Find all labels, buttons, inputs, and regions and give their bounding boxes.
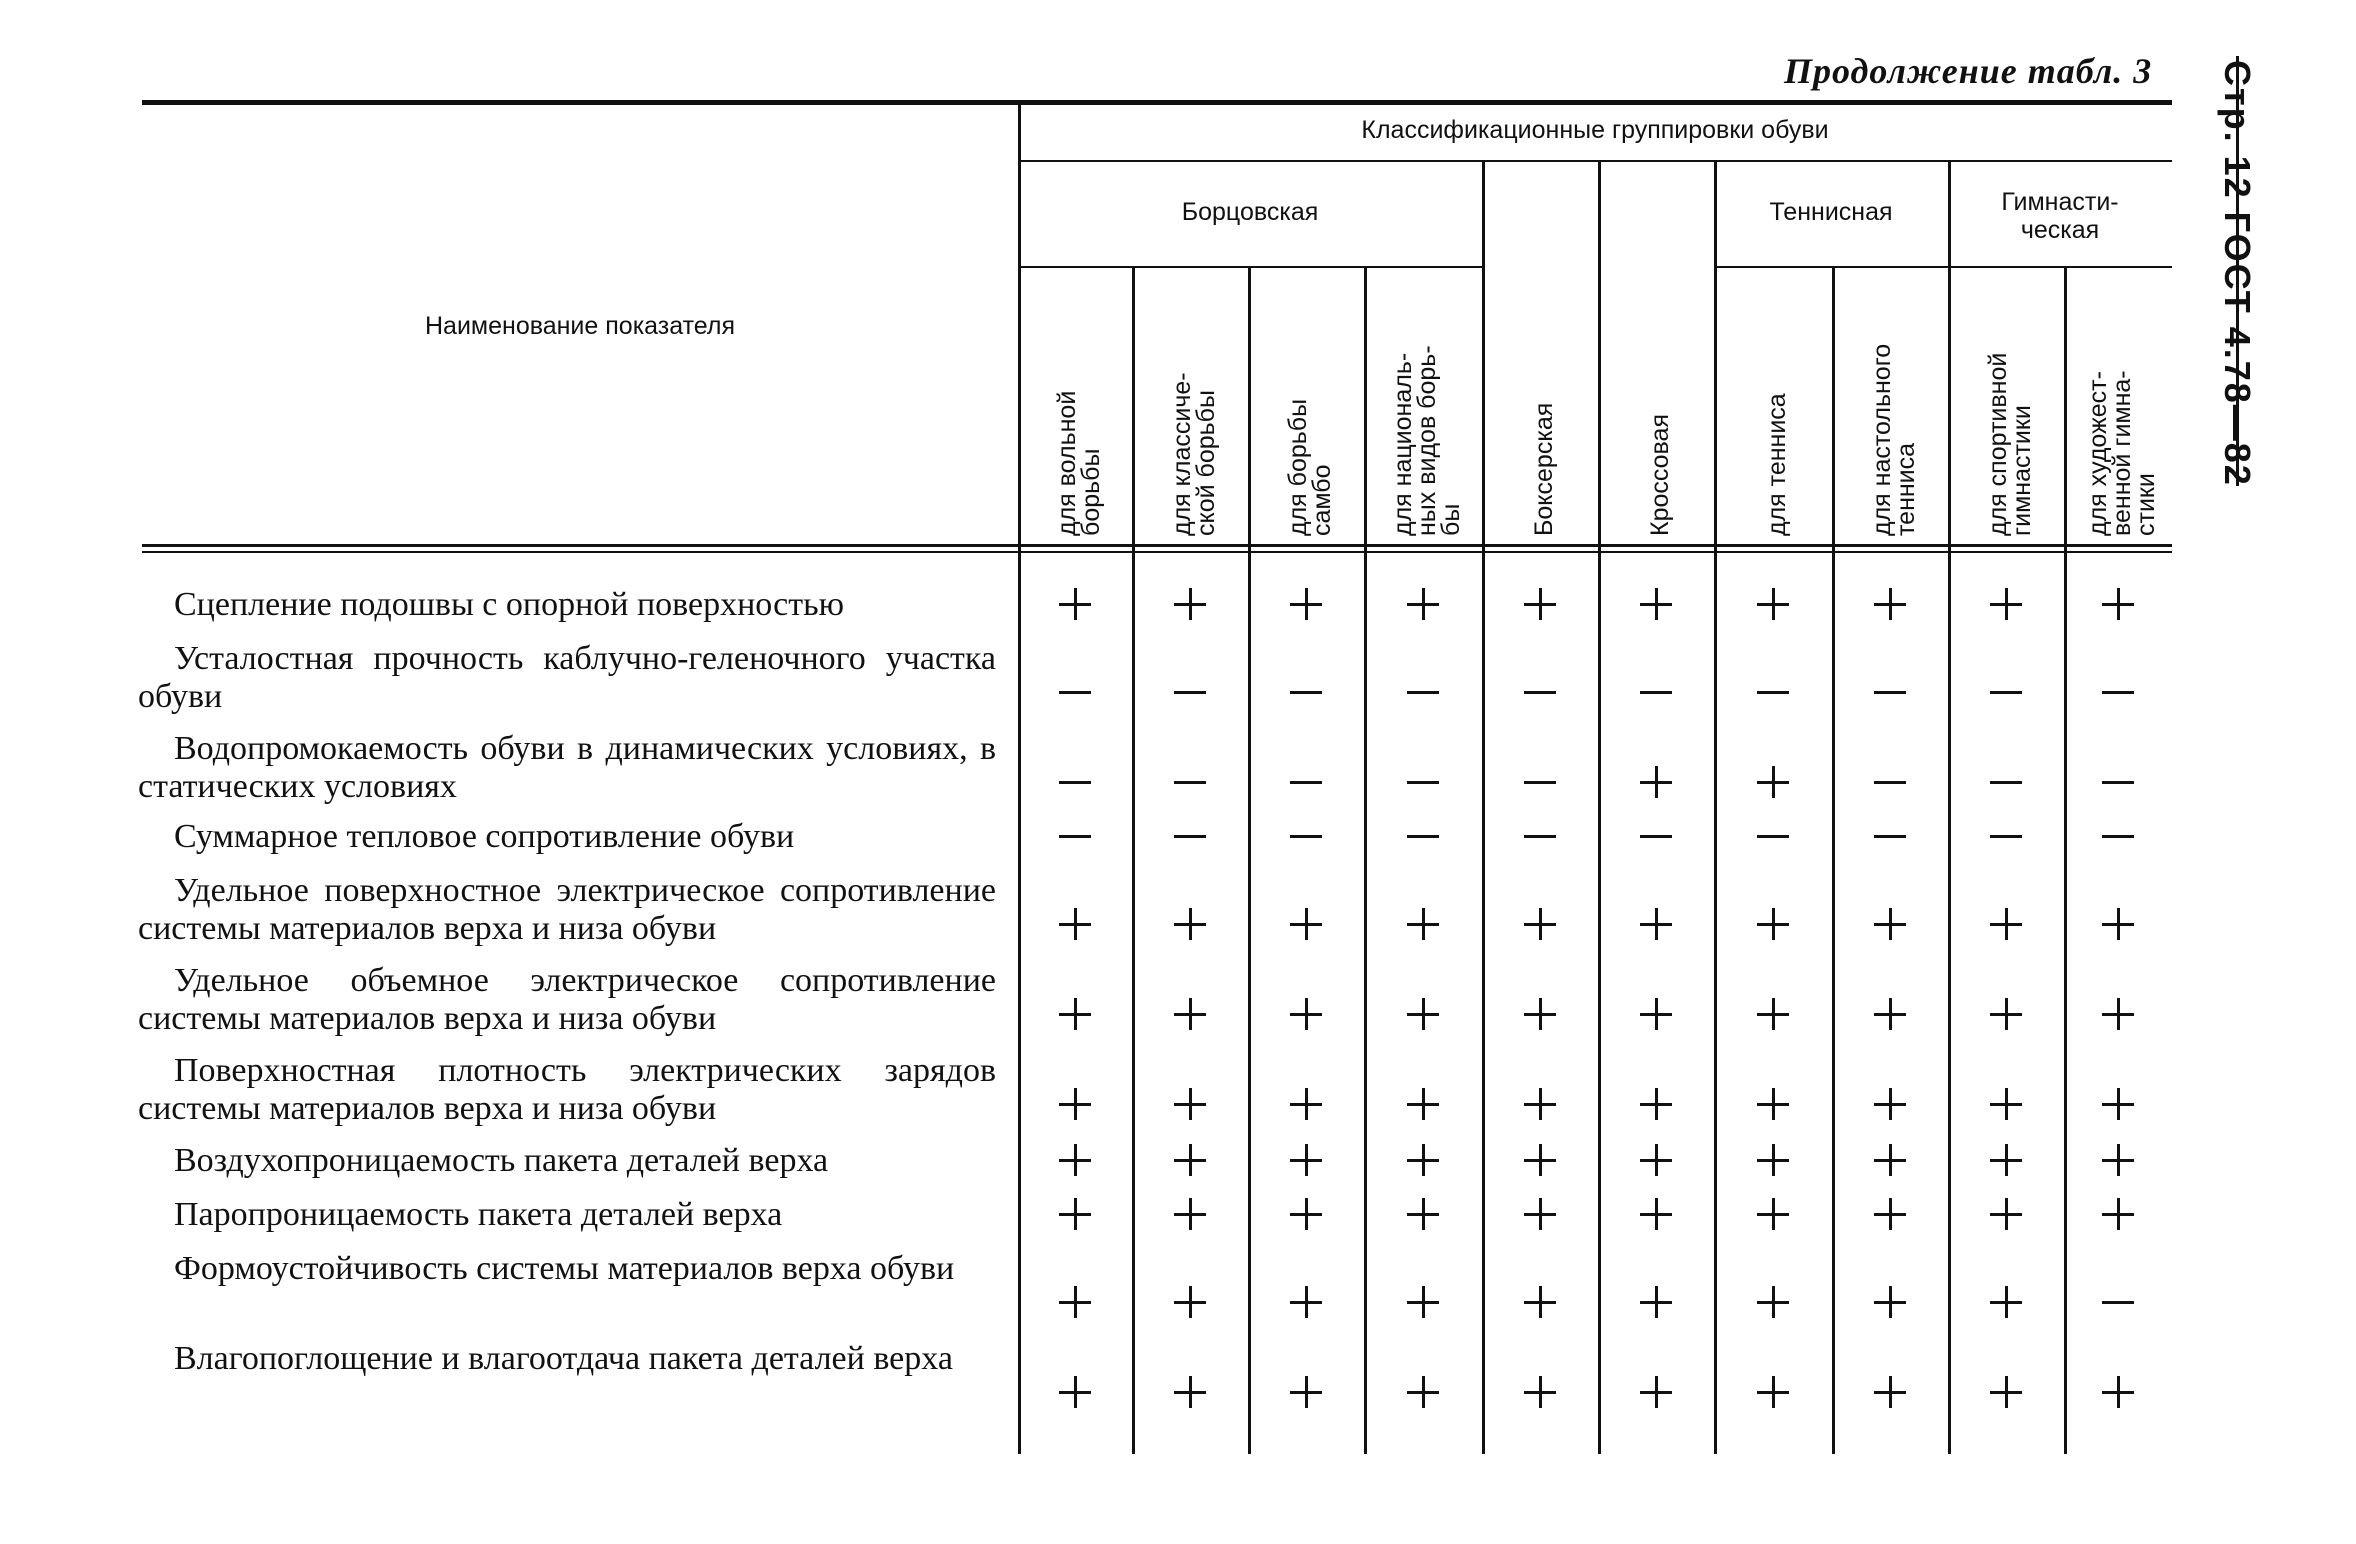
minus-mark — [2100, 764, 2136, 800]
group-header-rule — [1018, 160, 2172, 162]
group-header: Классификационные группировки обуви — [1361, 116, 1829, 144]
plus-mark — [1057, 906, 1093, 942]
minus-mark — [2100, 674, 2136, 710]
minus-mark — [1872, 764, 1908, 800]
row-label-10: Формоустойчивость системы материалов верха обуви — [174, 1250, 955, 1287]
plus-mark — [1638, 996, 1674, 1032]
indicator-column-border — [1018, 104, 1021, 1454]
plus-mark — [1288, 1142, 1324, 1178]
row-label-5: Удельное поверхностное электрическое сопротивление системы материалов верха и низа обуви — [138, 872, 996, 947]
continuation-title: Продолжение табл. 3 — [1784, 51, 2153, 91]
column-header-7: для тенниса — [1763, 393, 1791, 536]
plus-mark — [1057, 1374, 1093, 1410]
plus-mark — [1405, 1374, 1441, 1410]
plus-mark — [2100, 906, 2136, 942]
plus-mark — [1638, 586, 1674, 622]
plus-mark — [1172, 1374, 1208, 1410]
plus-mark — [1755, 1374, 1791, 1410]
plus-mark — [1638, 1086, 1674, 1122]
subgroup-rule-tennis — [1714, 266, 1948, 268]
plus-mark — [1638, 1196, 1674, 1232]
plus-mark — [1405, 906, 1441, 942]
minus-mark — [1755, 674, 1791, 710]
plus-mark — [2100, 1086, 2136, 1122]
plus-mark — [1755, 996, 1791, 1032]
plus-mark — [1288, 996, 1324, 1032]
minus-mark — [1288, 674, 1324, 710]
plus-mark — [1988, 1284, 2024, 1320]
plus-mark — [1988, 906, 2024, 942]
row-label-9: Паропроницаемость пакета деталей верха — [174, 1196, 783, 1233]
plus-mark — [1288, 1086, 1324, 1122]
row-label-7: Поверхностная плотность электрических зарядов системы материалов верха и низа обуви — [138, 1052, 996, 1127]
plus-mark — [1057, 586, 1093, 622]
plus-mark — [1755, 586, 1791, 622]
minus-mark — [1405, 818, 1441, 854]
plus-mark — [1405, 1086, 1441, 1122]
column-header-1: для вольной борьбы — [1053, 390, 1105, 536]
indicator-header: Наименование показателя — [425, 312, 735, 340]
minus-mark — [1522, 818, 1558, 854]
header-bottom-rule-2 — [142, 551, 2172, 553]
plus-mark — [1288, 1284, 1324, 1320]
plus-mark — [1872, 1374, 1908, 1410]
plus-mark — [1988, 1086, 2024, 1122]
minus-mark — [1405, 764, 1441, 800]
minus-mark — [1057, 764, 1093, 800]
plus-mark — [1057, 996, 1093, 1032]
column-header-2: для классиче- ской борьбы — [1168, 372, 1220, 536]
plus-mark — [1405, 1284, 1441, 1320]
plus-mark — [1638, 1374, 1674, 1410]
plus-mark — [1405, 996, 1441, 1032]
plus-mark — [1988, 996, 2024, 1032]
minus-mark — [1522, 674, 1558, 710]
row-label-6: Удельное объемное электрическое сопротивление системы материалов верха и низа обуви — [138, 962, 996, 1037]
plus-mark — [1872, 1196, 1908, 1232]
plus-mark — [1638, 906, 1674, 942]
plus-mark — [1288, 1374, 1324, 1410]
column-border-8 — [1948, 160, 1951, 1454]
table-top-rule — [142, 100, 2172, 105]
column-border-9 — [2064, 266, 2067, 1454]
plus-mark — [1755, 1142, 1791, 1178]
column-border-3 — [1364, 266, 1367, 1454]
minus-mark — [1172, 764, 1208, 800]
plus-mark — [1522, 1086, 1558, 1122]
plus-mark — [1638, 764, 1674, 800]
row-label-1: Сцепление подошвы с опорной поверхностью — [174, 586, 845, 623]
plus-mark — [1405, 1196, 1441, 1232]
row-label-8: Воздухопроницаемость пакета деталей верха — [174, 1142, 829, 1179]
plus-mark — [1755, 764, 1791, 800]
plus-mark — [1872, 1142, 1908, 1178]
minus-mark — [1755, 818, 1791, 854]
plus-mark — [1638, 1284, 1674, 1320]
plus-mark — [1755, 1284, 1791, 1320]
plus-mark — [1057, 1142, 1093, 1178]
plus-mark — [1872, 906, 1908, 942]
plus-mark — [1755, 906, 1791, 942]
row-label-4: Суммарное тепловое сопротивление обуви — [174, 818, 795, 855]
column-header-10: для художест- венной гимна- стики — [2084, 370, 2160, 536]
minus-mark — [1057, 818, 1093, 854]
plus-mark — [1522, 586, 1558, 622]
column-border-1 — [1132, 266, 1135, 1454]
column-border-4 — [1482, 160, 1485, 1454]
minus-mark — [1172, 674, 1208, 710]
column-border-2 — [1248, 266, 1251, 1454]
plus-mark — [1172, 1086, 1208, 1122]
plus-mark — [1172, 1142, 1208, 1178]
plus-mark — [1988, 1196, 2024, 1232]
plus-mark — [1872, 586, 1908, 622]
minus-mark — [1638, 674, 1674, 710]
plus-mark — [1522, 1374, 1558, 1410]
plus-mark — [1172, 1284, 1208, 1320]
minus-mark — [1172, 818, 1208, 854]
plus-mark — [1522, 1196, 1558, 1232]
column-header-6: Кроссовая — [1646, 414, 1674, 536]
group-label-1: Борцовская — [1181, 198, 1319, 226]
plus-mark — [1522, 1142, 1558, 1178]
row-label-3: Водопромокаемость обуви в динамических условиях, в статических условиях — [138, 730, 996, 805]
column-header-8: для настольного тенниса — [1868, 343, 1920, 536]
plus-mark — [1057, 1284, 1093, 1320]
minus-mark — [1988, 674, 2024, 710]
row-label-11: Влагопоглощение и влагоотдача пакета деталей верха — [174, 1340, 953, 1377]
plus-mark — [1172, 1196, 1208, 1232]
row-label-2: Усталостная прочность каблучно-геленочного участка обуви — [138, 640, 996, 715]
minus-mark — [1057, 674, 1093, 710]
minus-mark — [1405, 674, 1441, 710]
plus-mark — [1172, 586, 1208, 622]
plus-mark — [1288, 586, 1324, 622]
plus-mark — [2100, 1374, 2136, 1410]
minus-mark — [1872, 674, 1908, 710]
group-label-3: Гимнасти- ческая — [2001, 188, 2119, 244]
column-border-7 — [1832, 266, 1835, 1454]
plus-mark — [2100, 1142, 2136, 1178]
plus-mark — [1522, 996, 1558, 1032]
minus-mark — [2100, 1284, 2136, 1320]
column-header-9: для спортивной гимнастики — [1984, 352, 2036, 536]
subgroup-rule-gym — [1948, 266, 2172, 268]
plus-mark — [1057, 1086, 1093, 1122]
plus-mark — [1755, 1086, 1791, 1122]
plus-mark — [1405, 1142, 1441, 1178]
minus-mark — [1522, 764, 1558, 800]
column-border-5 — [1598, 160, 1601, 1454]
minus-mark — [1288, 818, 1324, 854]
plus-mark — [1522, 1284, 1558, 1320]
plus-mark — [2100, 1196, 2136, 1232]
column-header-4: для националь- ных видов борь- бы — [1389, 345, 1465, 536]
plus-mark — [1057, 1196, 1093, 1232]
plus-mark — [1872, 1086, 1908, 1122]
plus-mark — [1288, 906, 1324, 942]
page-number-standard: Стр. 12 ГОСТ 4.78—82 — [2217, 60, 2258, 487]
plus-mark — [1755, 1196, 1791, 1232]
minus-mark — [1638, 818, 1674, 854]
plus-mark — [1988, 1142, 2024, 1178]
plus-mark — [1288, 1196, 1324, 1232]
group-label-2: Теннисная — [1769, 198, 1893, 226]
plus-mark — [1988, 1374, 2024, 1410]
plus-mark — [1872, 1284, 1908, 1320]
plus-mark — [1172, 996, 1208, 1032]
column-header-5: Боксерская — [1530, 402, 1558, 536]
minus-mark — [1988, 764, 2024, 800]
plus-mark — [1172, 906, 1208, 942]
minus-mark — [1988, 818, 2024, 854]
column-border-6 — [1714, 160, 1717, 1454]
plus-mark — [1638, 1142, 1674, 1178]
minus-mark — [2100, 818, 2136, 854]
plus-mark — [1872, 996, 1908, 1032]
plus-mark — [1405, 586, 1441, 622]
column-header-3: для борьбы самбо — [1284, 398, 1336, 536]
plus-mark — [1988, 586, 2024, 622]
plus-mark — [2100, 996, 2136, 1032]
minus-mark — [1288, 764, 1324, 800]
minus-mark — [1872, 818, 1908, 854]
plus-mark — [1522, 906, 1558, 942]
plus-mark — [2100, 586, 2136, 622]
header-bottom-rule-1 — [142, 544, 2172, 547]
